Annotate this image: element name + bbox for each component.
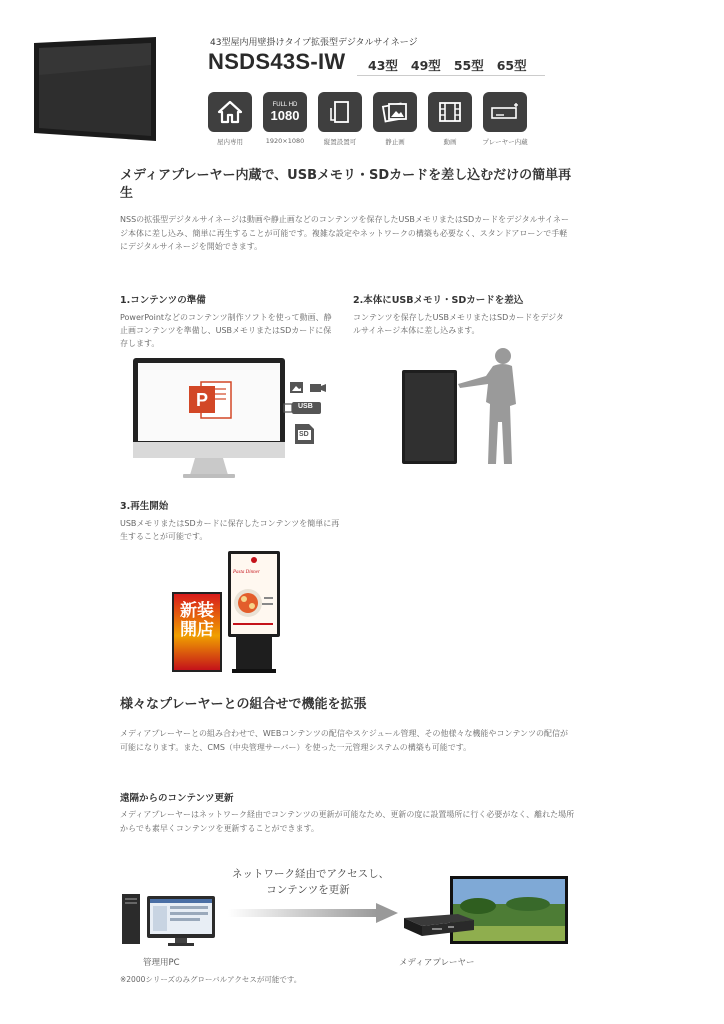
home-icon — [208, 92, 252, 132]
poster-text: 新装開店 — [180, 601, 214, 640]
usb-label: USB — [298, 403, 313, 410]
feature-label-indoor: 屋内専用 — [217, 138, 243, 146]
section1-body: NSSの拡張型デジタルサイネージは動画や静止画などのコンテンツを保存したUSBメモリまたはSDカードをデジタルサイネージ本体に差し込み、簡単に再生することが可能です。複雑な設定やネットワークの構築も必要なく、スタンドアローンで手軽にデジタルサイネージを開始できます。 — [120, 215, 569, 251]
global-access-note: ※2000シリーズのみグローバルアクセスが可能です。 — [120, 975, 302, 984]
product-subtitle: 43型屋内用壁掛けタイプ拡張型デジタルサイネージ — [210, 38, 418, 48]
remote-body: メディアプレーヤーはネットワーク経由でコンテンツの更新が可能なため、更新の度に設置場所に行く必要がなく、離れた場所からでも素早くコンテンツを更新することができます。 — [120, 810, 575, 833]
step2-body: コンテンツを保存したUSBメモリまたはSDカードをデジタルサイネージ本体に差し込みます。 — [353, 313, 564, 335]
remote-title: 遠隔からのコンテンツ更新 — [120, 793, 234, 804]
image-icon — [373, 92, 417, 132]
feature-label-video: 動画 — [443, 138, 457, 146]
step1-body: PowerPointなどのコンテンツ制作ソフトを使って動画、静止画コンテンツを準備し、USBメモリまたはSDカードに保存します。 — [120, 313, 332, 348]
product-display-image — [30, 35, 160, 145]
step3-title: 3.再生開始 — [120, 501, 169, 512]
admin-pc-illustration — [120, 892, 220, 947]
step1-title: 1.コンテンツの準備 — [120, 295, 206, 306]
feature-label-resolution: 1920×1080 — [265, 137, 305, 145]
media-player-icon — [483, 92, 527, 132]
poster-signage-display — [172, 592, 222, 672]
flow-arrow — [228, 903, 398, 923]
pc-caption: 管理用PC — [143, 958, 180, 968]
player-caption: メディアプレーヤー — [399, 958, 475, 968]
size-65: 65型 — [496, 58, 527, 73]
flow-text-line2: コンテンツを更新 — [266, 884, 350, 896]
section2-title: 様々なプレーヤーとの組合せで機能を拡張 — [120, 697, 367, 712]
size-divider — [357, 75, 545, 76]
size-55: 55型 — [453, 58, 484, 73]
portrait-orientation-icon — [318, 92, 362, 132]
svg-text:P: P — [195, 390, 209, 410]
full-hd-badge-main: 1080 — [270, 107, 300, 123]
feature-label-player: プレーヤー内蔵 — [482, 138, 528, 146]
step2-title: 2.本体にUSBメモリ・SDカードを差込 — [353, 295, 524, 306]
size-list — [368, 56, 527, 74]
feature-label-still: 静止画 — [385, 138, 405, 146]
sd-label: SD — [299, 431, 309, 438]
person-inserting-card-illustration — [400, 344, 530, 469]
menu-signage-kiosk — [228, 551, 280, 673]
menu-title: Pasta Dinner — [233, 570, 260, 575]
full-hd-1080-icon — [263, 92, 307, 132]
model-number: NSDS43S-IW — [208, 49, 346, 74]
film-icon — [428, 92, 472, 132]
photo-video-icons — [288, 380, 328, 396]
size-49: 49型 — [410, 58, 441, 73]
step3-body: USBメモリまたはSDカードに保存したコンテンツを簡単に再生することが可能です。 — [120, 519, 340, 541]
usb-drive-icon — [283, 400, 323, 416]
sd-card-icon — [293, 423, 315, 445]
section2-body: メディアプレーヤーとの組み合わせで、WEBコンテンツの配信やスケジュール管理、その他様々な機能やコンテンツの配信が可能になります。また、CMS（中央管理サーバー）を使った一元管理システムの構築も可能です。 — [120, 729, 569, 752]
feature-label-portrait: 縦置設置可 — [323, 138, 357, 146]
section1-title: メディアプレーヤー内蔵で、USBメモリ・SDカードを差し込むだけの簡単再生 — [120, 168, 572, 201]
media-player-tv-illustration — [398, 874, 570, 946]
size-43: 43型 — [368, 58, 398, 73]
full-hd-badge-top: FULL HD — [272, 101, 298, 108]
computer-powerpoint-illustration — [133, 358, 285, 480]
flow-text-line1: ネットワーク経由でアクセスし、 — [232, 868, 390, 880]
